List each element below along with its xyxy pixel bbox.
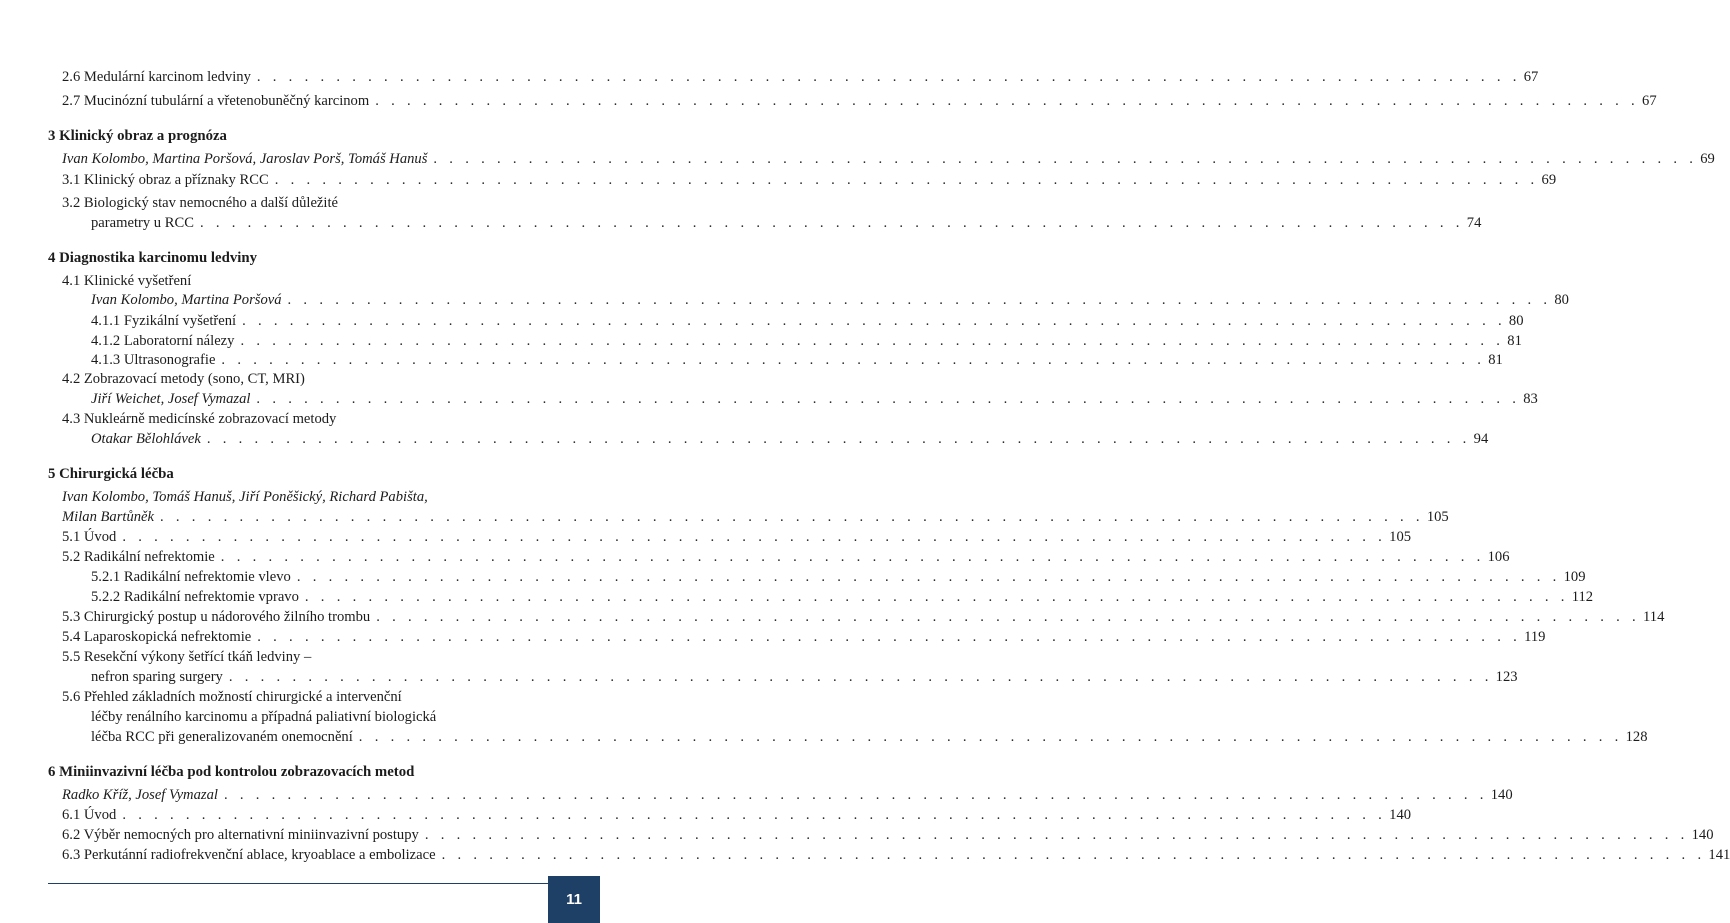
dot-leader: . . . . . . . . . . . . . . . . . . . . . . . . . . . . . . . . . . . . . . . . . . . . . . . . . . . . . . . . . . . . . . . . . . . . . . . . . . . . . . . . (220, 549, 1485, 565)
dot-leader: . . . . . . . . . . . . . . . . . . . . . . . . . . . . . . . . . . . . . . . . . . . . . . . . . . . . . . . . . . . . . . . . . . . . . . . . . . . . . . . . (160, 509, 1424, 525)
toc-entry (91, 667, 1518, 687)
toc-entry (62, 67, 1539, 87)
chapter-heading (48, 126, 545, 146)
entry-page-number: 119 (1524, 629, 1546, 645)
entry-title: 6.1 Úvod (62, 807, 117, 823)
dot-leader: . . . . . . . . . . . . . . . . . . . . . . . . . . . . . . . . . . . . . . . . . . . . . . . . . . . . . . . . . . . . . . . . . . . . . . . . . . . . . . . . (257, 629, 1522, 645)
dot-leader: . . . . . . . . . . . . . . . . . . . . . . . . . . . . . . . . . . . . . . . . . . . . . . . . . . . . . . . . . . . . . . . . . . . . . . . . . . . . . . . . (424, 827, 1689, 843)
toc-entry (62, 825, 1714, 845)
toc-entry (91, 331, 1522, 351)
dot-leader: . . . . . . . . . . . . . . . . . . . . . . . . . . . . . . . . . . . . . . . . . . . . . . . . . . . . . . . . . . . . . . . . . . . . . . . . . . . . . . . . (228, 669, 1493, 685)
entry-authors: Milan Bartůněk (62, 509, 155, 525)
entry-authors: Radko Kříž, Josef Vymazal (62, 787, 218, 803)
dot-leader: . . . . . . . . . . . . . . . . . . . . . . . . . . . . . . . . . . . . . . . . . . . . . . . . . . . . . . . . . . . . . . . . . . . . . . . . . . . . . . . . (433, 151, 1698, 167)
entry-title: 5.3 Chirurgický postup u nádorového žilního trombu (62, 609, 371, 625)
toc-entry (91, 213, 1482, 233)
toc-entry (62, 271, 545, 291)
toc-entry (91, 311, 1524, 331)
dot-leader: . . . . . . . . . . . . . . . . . . . . . . . . . . . . . . . . . . . . . . . . . . . . . . . . . . . . . . . . . . . . . . . . . . . . . . . . . . . . . . . . (122, 529, 1387, 545)
toc-entry (62, 687, 545, 707)
entry-page-number: 128 (1625, 729, 1648, 745)
chapter-heading (48, 248, 545, 268)
entry-page-number: 140 (1490, 787, 1513, 803)
toc-entry (62, 91, 1657, 111)
entry-title: 4.1.2 Laboratorní nálezy (91, 333, 235, 349)
entry-page-number: 112 (1571, 589, 1594, 605)
dot-leader: . . . . . . . . . . . . . . . . . . . . . . . . . . . . . . . . . . . . . . . . . . . . . . . . . . . . . . . . . . . . . . . . . . . . . . . . . . . . . . . . (256, 391, 1521, 407)
entry-page-number: 67 (1642, 93, 1657, 109)
entry-title: 6.2 Výběr nemocných pro alternativní miniinvazivní postupy (62, 827, 419, 843)
chapter-heading (48, 762, 545, 782)
entry-title: 5.2.1 Radikální nefrektomie vlevo (91, 569, 291, 585)
dot-leader: . . . . . . . . . . . . . . . . . . . . . . . . . . . . . . . . . . . . . . . . . . . . . . . . . . . . . . . . . . . . . . . . . . . . . . . . . . . . . . . . (240, 333, 1505, 349)
entry-title: 5.2.2 Radikální nefrektomie vpravo (91, 589, 299, 605)
toc-entry (62, 369, 545, 389)
entry-authors: Otakar Bělohlávek (91, 431, 201, 447)
entry-page-number: 109 (1563, 569, 1586, 585)
entry-title: 4.1 Klinické vyšetření (62, 273, 192, 289)
dot-leader: . . . . . . . . . . . . . . . . . . . . . . . . . . . . . . . . . . . . . . . . . . . . . . . . . . . . . . . . . . . . . . . . . . . . . . . . . . . . . . . . (242, 313, 1506, 329)
entry-title: léčba RCC při generalizovaném onemocnění (91, 729, 353, 745)
entry-title: 2.6 Medulární karcinom ledviny (62, 69, 251, 85)
chapter-heading (48, 464, 545, 484)
toc-entry (62, 607, 1665, 627)
entry-page-number: 74 (1466, 215, 1482, 231)
entry-title: 4.1.1 Fyzikální vyšetření (91, 313, 237, 329)
entry-page-number: 123 (1495, 669, 1518, 685)
toc-entry (62, 805, 1412, 825)
entry-title: 4.1.3 Ultrasonografie (91, 352, 216, 368)
entry-page-number: 106 (1487, 549, 1510, 565)
dot-leader: . . . . . . . . . . . . . . . . . . . . . . . . . . . . . . . . . . . . . . . . . . . . . . . . . . . . . . . . . . . . . . . . . . . . . . . . . . . . . . . . (375, 93, 1640, 109)
dot-leader: . . . . . . . . . . . . . . . . . . . . . . . . . . . . . . . . . . . . . . . . . . . . . . . . . . . . . . . . . . . . . . . . . . . . . . . . . . . . . . . . (274, 172, 1539, 188)
toc-entry (62, 527, 1412, 547)
entry-title: parametry u RCC (91, 215, 194, 231)
dot-leader: . . . . . . . . . . . . . . . . . . . . . . . . . . . . . . . . . . . . . . . . . . . . . . . . . . . . . . . . . . . . . . . . . . . . . . . . . . . . . . . . (199, 215, 1464, 231)
entry-page-number: 140 (1389, 807, 1412, 823)
toc-entry (91, 429, 1489, 449)
toc-entry (91, 707, 545, 727)
entry-page-number: 105 (1426, 509, 1449, 525)
entry-authors: Ivan Kolombo, Martina Poršová, Jaroslav Porš, Tomáš Hanuš (62, 151, 428, 167)
page-number-box (548, 876, 600, 923)
entry-authors: Ivan Kolombo, Tomáš Hanuš, Jiří Poněšický, Richard Pabišta, (62, 489, 428, 505)
entry-authors: Jiří Weichet, Josef Vymazal (91, 391, 251, 407)
entry-page-number: 81 (1488, 352, 1503, 368)
entry-title: 5.1 Úvod (62, 529, 117, 545)
entry-title: 5.5 Resekční výkony šetřící tkáň ledviny – (62, 649, 312, 665)
toc-entry (62, 845, 1730, 865)
toc-entry (62, 627, 1546, 647)
dot-leader: . . . . . . . . . . . . . . . . . . . . . . . . . . . . . . . . . . . . . . . . . . . . . . . . . . . . . . . . . . . . . . . . . . . . . . . . . . . . . . . . (287, 292, 1552, 308)
toc-entry (62, 785, 1513, 805)
page-number: 11 (566, 891, 582, 908)
dot-leader: . . . . . . . . . . . . . . . . . . . . . . . . . . . . . . . . . . . . . . . . . . . . . . . . . . . . . . . . . . . . . . . . . . . . . . . . . . . . . . . . (304, 589, 1569, 605)
entry-title: 6.3 Perkutánní radiofrekvenční ablace, kryoablace a embolizace (62, 847, 436, 863)
entry-title: 3 Klinický obraz a prognóza (48, 128, 227, 144)
dot-leader: . . . . . . . . . . . . . . . . . . . . . . . . . . . . . . . . . . . . . . . . . . . . . . . . . . . . . . . . . . . . . . . . . . . . . . . . . . . . . . . . (376, 609, 1641, 625)
entry-page-number: 114 (1643, 609, 1665, 625)
dot-leader: . . . . . . . . . . . . . . . . . . . . . . . . . . . . . . . . . . . . . . . . . . . . . . . . . . . . . . . . . . . . . . . . . . . . . . . . . . . . . . . . (221, 352, 1486, 368)
entry-title: 4.3 Nukleárně medicínské zobrazovací metody (62, 411, 337, 427)
dot-leader: . . . . . . . . . . . . . . . . . . . . . . . . . . . . . . . . . . . . . . . . . . . . . . . . . . . . . . . . . . . . . . . . . . . . . . . . . . . . . . . . (296, 569, 1561, 585)
entry-title: 2.7 Mucinózní tubulární a vřetenobuněčný karcinom (62, 93, 370, 109)
dot-leader: . . . . . . . . . . . . . . . . . . . . . . . . . . . . . . . . . . . . . . . . . . . . . . . . . . . . . . . . . . . . . . . . . . . . . . . . . . . . . . . . (223, 787, 1488, 803)
toc-entry (91, 587, 1594, 607)
entry-title: 5.2 Radikální nefrektomie (62, 549, 215, 565)
entry-page-number: 67 (1523, 69, 1539, 85)
toc-entry (62, 409, 545, 429)
entry-title: léčby renálního karcinomu a případná paliativní biologická (91, 709, 437, 725)
entry-page-number: 69 (1541, 172, 1557, 188)
toc-entry (62, 547, 1510, 567)
entry-page-number: 141 (1708, 847, 1730, 863)
entry-title: 6 Miniinvazivní léčba pod kontrolou zobrazovacích metod (48, 764, 415, 780)
toc-entry (91, 350, 1503, 370)
dot-leader: . . . . . . . . . . . . . . . . . . . . . . . . . . . . . . . . . . . . . . . . . . . . . . . . . . . . . . . . . . . . . . . . . . . . . . . . . . . . . . . . (122, 807, 1387, 823)
toc-entry (62, 487, 545, 507)
dot-leader: . . . . . . . . . . . . . . . . . . . . . . . . . . . . . . . . . . . . . . . . . . . . . . . . . . . . . . . . . . . . . . . . . . . . . . . . . . . . . . . . (206, 431, 1471, 447)
toc-entry (91, 290, 1569, 310)
toc-entry (91, 727, 1648, 747)
toc-entry (62, 507, 1449, 527)
entry-title: 4.2 Zobrazovací metody (sono, CT, MRI) (62, 371, 305, 387)
toc-entry (62, 149, 1715, 169)
entry-title: 5 Chirurgická léčba (48, 466, 174, 482)
entry-title: 4 Diagnostika karcinomu ledviny (48, 250, 257, 266)
footer-rule (48, 883, 548, 884)
entry-title: 5.4 Laparoskopická nefrektomie (62, 629, 252, 645)
entry-page-number: 94 (1473, 431, 1489, 447)
entry-page-number: 80 (1554, 292, 1569, 308)
toc-entry (62, 193, 545, 213)
entry-page-number: 81 (1507, 333, 1522, 349)
entry-page-number: 140 (1691, 827, 1714, 843)
entry-page-number: 105 (1389, 529, 1412, 545)
entry-title: nefron sparing surgery (91, 669, 223, 685)
entry-title: 3.1 Klinický obraz a příznaky RCC (62, 172, 269, 188)
entry-page-number: 80 (1508, 313, 1524, 329)
toc-entry (62, 647, 545, 667)
entry-authors: Ivan Kolombo, Martina Poršová (91, 292, 282, 308)
toc-entry (91, 389, 1538, 409)
entry-title: 3.2 Biologický stav nemocného a další důležité (62, 195, 338, 211)
dot-leader: . . . . . . . . . . . . . . . . . . . . . . . . . . . . . . . . . . . . . . . . . . . . . . . . . . . . . . . . . . . . . . . . . . . . . . . . . . . . . . . . (256, 69, 1521, 85)
entry-page-number: 83 (1523, 391, 1538, 407)
entry-title: 5.6 Přehled základních možností chirurgické a intervenční (62, 689, 402, 705)
toc-entry (62, 170, 1557, 190)
dot-leader: . . . . . . . . . . . . . . . . . . . . . . . . . . . . . . . . . . . . . . . . . . . . . . . . . . . . . . . . . . . . . . . . . . . . . . . . . . . . . . . . (358, 729, 1623, 745)
toc-entry (91, 567, 1586, 587)
entry-page-number: 69 (1700, 151, 1715, 167)
dot-leader: . . . . . . . . . . . . . . . . . . . . . . . . . . . . . . . . . . . . . . . . . . . . . . . . . . . . . . . . . . . . . . . . . . . . . . . . . . . . . . . . (441, 847, 1706, 863)
